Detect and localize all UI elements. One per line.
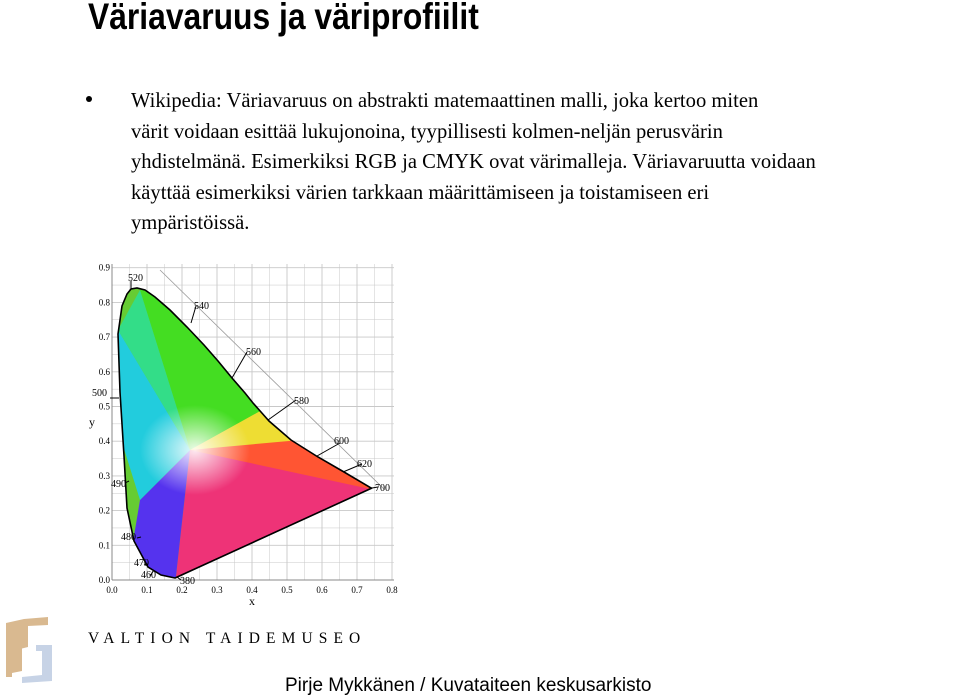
y-tick-label: 0.9 [98, 262, 110, 273]
x-tick-label: 0.0 [106, 585, 118, 595]
x-tick-label: 0.4 [246, 585, 258, 595]
y-tick-label: 0.7 [98, 332, 110, 343]
wavelength-label: 540 [194, 301, 209, 312]
wavelength-label: 490 [111, 479, 126, 490]
wavelength-label: 560 [246, 347, 261, 358]
bullet-dot [86, 96, 92, 102]
bullet-line: Wikipedia: Väriavaruus on abstrakti matemaattinen malli, joka kertoo miten [131, 90, 759, 112]
y-tick-label: 0.6 [98, 366, 110, 377]
x-tick-label: 0.7 [351, 585, 363, 595]
x-tick-label: 0.1 [141, 585, 153, 595]
museum-logo [4, 615, 56, 687]
wavelength-label: 520 [128, 273, 143, 284]
bullet-line: värit voidaan esittää lukujonoina, tyypillisesti kolmen-neljän perusvärin [131, 120, 723, 143]
x-tick-label: 0.8 [386, 585, 398, 595]
wavelength-label: 600 [334, 436, 349, 447]
y-tick-label: 0.2 [98, 505, 110, 516]
y-tick-label: 0.8 [98, 297, 110, 308]
x-tick-label: 0.3 [211, 585, 223, 595]
footer-credit: Pirje Mykkänen / Kuvataiteen keskusarkisto [285, 675, 652, 696]
wavelength-label: 620 [357, 459, 372, 470]
wavelength-label: 470 [134, 558, 149, 569]
x-tick-label: 0.6 [316, 585, 328, 595]
bullet-line: yhdistelmänä. Esimerkiksi RGB ja CMYK ovat värimalleja. Väriavaruutta voidaan [131, 151, 816, 174]
bullet-line: käyttää esimerkiksi värien tarkkaan määrittämiseen ja toistamiseen eri [131, 181, 710, 204]
y-tick-label: 0.0 [98, 575, 110, 585]
slide-title: Väriavaruus ja väriprofiilit [88, 0, 479, 37]
bullet-text [131, 86, 960, 239]
x-tick-label: 0.5 [281, 585, 293, 595]
cie-chromaticity-diagram [86, 257, 406, 609]
x-tick-label: 0.2 [176, 585, 188, 595]
logo-blue-shape [22, 645, 52, 683]
y-tick-label: 0.5 [98, 401, 110, 412]
wavelength-label: 380 [180, 576, 195, 587]
wavelength-label: 580 [294, 396, 309, 407]
y-tick-label: 0.4 [98, 436, 110, 447]
y-tick-label: 0.1 [98, 540, 110, 551]
wavelength-label: 700 [375, 483, 390, 494]
wavelength-label: 500 [92, 388, 107, 399]
logo-tan-shape [12, 639, 22, 673]
y-tick-label: 0.3 [98, 470, 110, 481]
wavelength-label: 460 [141, 570, 156, 581]
x-axis-label: x [249, 594, 255, 608]
wavelength-label: 480 [121, 532, 136, 543]
bullet-line: ympäristöissä. [131, 212, 250, 235]
y-axis-label: y [89, 415, 95, 429]
museum-name: VALTION TAIDEMUSEO [88, 630, 367, 647]
